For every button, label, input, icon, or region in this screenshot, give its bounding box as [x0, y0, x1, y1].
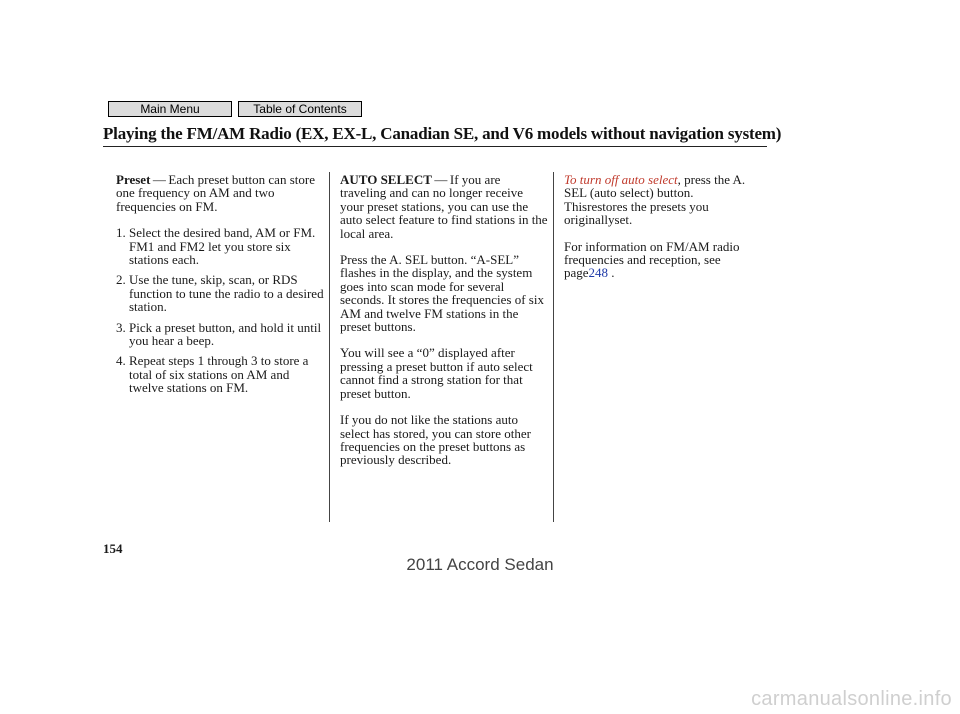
column-auto-select	[340, 173, 548, 480]
main-menu-button[interactable]: Main Menu	[108, 101, 232, 117]
auto-select-p2: Press the A. SEL button. “A-SEL” flashes in the display, and the system goes into scan mode for several seconds. It stores the frequencies of six AM and twelve FM stations in the preset buttons.	[340, 252, 544, 335]
reception-paragraph	[564, 240, 754, 280]
auto-select-intro	[340, 173, 548, 240]
column-divider-2	[553, 172, 554, 522]
step-number: 3.	[116, 319, 126, 335]
step-text: Use the tune, skip, scan, or RDS function to tune the radio to a desired station.	[129, 272, 324, 315]
auto-select-dash: —	[434, 172, 448, 187]
page-248-link[interactable]: 248	[588, 265, 609, 281]
preset-step	[116, 321, 324, 348]
table-of-contents-button[interactable]: Table of Contents	[238, 101, 362, 117]
reception-text: For information on FM/AM radio frequencies and reception, see page	[564, 238, 740, 281]
auto-select-heading: AUTO SELECT	[340, 172, 432, 187]
reception-end: .	[608, 265, 615, 281]
page-title: Playing the FM/AM Radio (EX, EX-L, Canadian SE, and V6 models without navigation system)	[103, 124, 782, 143]
preset-intro-text: Each preset button can store one frequency on AM and two frequencies on FM.	[116, 172, 315, 214]
auto-select-p3: You will see a “0” displayed after pressing a preset button if auto select cannot find a strong station for that preset button.	[340, 345, 533, 401]
page-number: 154	[103, 541, 123, 556]
turn-off-text: , press the A. SEL (auto select) button. Thisrestores the presets you originallyset.	[564, 172, 746, 228]
column-divider-1	[329, 172, 330, 522]
step-text: Pick a preset button, and hold it until you hear a beep.	[129, 319, 322, 349]
step-text: Select the desired band, AM or FM. FM1 and FM2 let you store six stations each.	[129, 225, 316, 268]
preset-heading: Preset	[116, 172, 151, 187]
watermark: carmanualsonline.info	[751, 688, 952, 710]
column-preset	[116, 173, 324, 402]
footer-model: 2011 Accord Sedan	[406, 555, 554, 574]
column-turn-off	[564, 173, 754, 293]
step-number: 2.	[116, 272, 126, 288]
turn-off-paragraph	[564, 173, 754, 227]
auto-select-p1: If you are traveling and can no longer receive your preset stations, you can use the auto select feature to find stations in the local area.	[340, 172, 548, 241]
preset-step	[116, 273, 324, 313]
title-rule	[103, 146, 767, 147]
step-text: Repeat steps 1 through 3 to store a total of six stations on AM and twelve stations on FM.	[129, 353, 309, 396]
preset-step	[116, 354, 324, 394]
step-number: 1.	[116, 225, 126, 241]
turn-off-auto-select-link[interactable]: To turn off auto select	[564, 172, 678, 187]
step-number: 4.	[116, 353, 126, 369]
auto-select-p4: If you do not like the stations auto select has stored, you can store other frequencies on the preset buttons as previously described.	[340, 412, 531, 468]
preset-dash: —	[152, 172, 166, 187]
preset-step	[116, 226, 324, 266]
preset-intro	[116, 173, 324, 213]
